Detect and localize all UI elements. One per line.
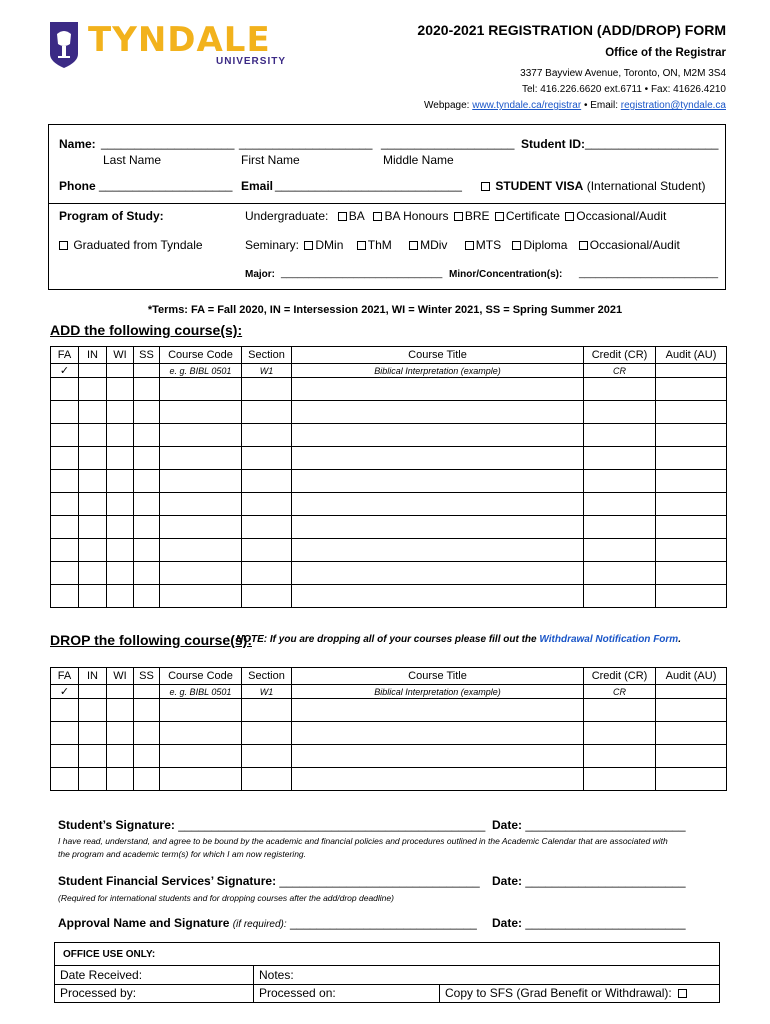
seminary-label: Seminary:	[245, 238, 300, 252]
table-row[interactable]	[51, 447, 727, 470]
last-name-caption: Last Name	[103, 153, 162, 167]
col-course-title: Course Title	[292, 668, 584, 685]
example-title: Biblical Interpretation (example)	[292, 685, 584, 699]
drop-courses-table	[50, 667, 727, 791]
minor-label: Minor/Concentration(s):	[449, 269, 563, 280]
office-use-box	[54, 942, 720, 1003]
email-label: • Email:	[583, 100, 618, 111]
table-row[interactable]	[51, 699, 727, 722]
table-header-row	[51, 347, 727, 364]
email-link[interactable]: registration@tyndale.ca	[620, 100, 726, 111]
visa-option[interactable]	[481, 179, 705, 193]
withdrawal-form-link[interactable]: Withdrawal Notification Form	[539, 634, 679, 645]
table-row[interactable]	[51, 424, 727, 447]
student-signature-row	[58, 818, 485, 832]
checkbox[interactable]	[357, 241, 366, 250]
sfs-signature-field[interactable]: ______________________________	[279, 874, 480, 888]
phone-label: Phone	[59, 179, 96, 193]
processed-on-field[interactable]: Processed on:	[259, 986, 336, 1000]
visa-checkbox[interactable]	[481, 182, 490, 191]
phone-field[interactable]: ____________________	[99, 178, 233, 192]
drop-section-title: DROP the following course(s):	[50, 632, 252, 648]
approval-field[interactable]: ____________________________	[289, 916, 477, 930]
checkbox[interactable]	[495, 212, 504, 221]
col-course-code: Course Code	[160, 347, 242, 364]
student-date-field[interactable]: ________________________	[525, 818, 686, 832]
checkmark-icon: ✓	[51, 364, 79, 378]
divider	[49, 203, 725, 204]
approval-row	[58, 916, 477, 930]
col-section: Section	[242, 347, 292, 364]
option-bre[interactable]: BRE	[454, 209, 490, 223]
address: 3377 Bayview Avenue, Toronto, ON, M2M 3S4	[520, 68, 726, 79]
drop-note: NOTE: If you are dropping all of your courses please fill out the Withdrawal Notification Form.	[236, 634, 681, 645]
major-label: Major:	[245, 269, 275, 280]
form-title: 2020-2021 REGISTRATION (ADD/DROP) FORM	[417, 22, 726, 38]
add-section-title: ADD the following course(s):	[50, 322, 243, 338]
copy-sfs-checkbox[interactable]	[678, 989, 687, 998]
example-code: e. g. BIBL 0501	[160, 364, 242, 378]
first-name-field[interactable]: ____________________	[239, 136, 373, 150]
email-field-label: Email	[241, 179, 274, 193]
table-row[interactable]	[51, 401, 727, 424]
table-row[interactable]	[51, 470, 727, 493]
option-ba-honours[interactable]: BA Honours	[373, 209, 448, 223]
col-credit: Credit (CR)	[584, 347, 656, 364]
middle-name-field[interactable]: ____________________	[381, 136, 515, 150]
table-row[interactable]	[51, 378, 727, 401]
student-agreement-line2: the program and academic term(s) for which I am now registering.	[58, 849, 307, 859]
name-label: Name:	[59, 137, 96, 151]
middle-name-caption: Middle Name	[383, 153, 454, 167]
approval-date-row	[492, 916, 686, 930]
sfs-signature-label: Student Financial Services’ Signature:	[58, 874, 277, 888]
student-signature-label: Student’s Signature:	[58, 818, 175, 832]
col-audit: Audit (AU)	[656, 347, 727, 364]
checkbox[interactable]	[579, 241, 588, 250]
contact-line	[424, 100, 726, 111]
date-label: Date:	[492, 916, 523, 930]
col-section: Section	[242, 668, 292, 685]
table-row[interactable]	[51, 493, 727, 516]
visa-note: (International Student)	[586, 179, 706, 193]
office-name: Office of the Registrar	[605, 47, 726, 59]
col-in: IN	[79, 347, 107, 364]
seminary-row	[245, 238, 680, 252]
undergrad-row	[245, 209, 666, 223]
graduated-checkbox[interactable]	[59, 241, 68, 250]
sfs-date-field[interactable]: ________________________	[525, 874, 686, 888]
tyndale-logo	[48, 20, 288, 70]
first-name-caption: First Name	[241, 153, 300, 167]
table-row[interactable]	[51, 516, 727, 539]
minor-field[interactable]: _________________________	[579, 268, 719, 279]
student-id-label: Student ID:	[521, 137, 585, 151]
checkmark-icon: ✓	[51, 685, 79, 699]
checkbox[interactable]	[409, 241, 418, 250]
approval-label: Approval Name and Signature	[58, 916, 230, 930]
col-wi: WI	[107, 347, 134, 364]
option-occasional-audit[interactable]: Occasional/Audit	[565, 209, 666, 223]
example-section: W1	[242, 685, 292, 699]
copy-sfs-label: Copy to SFS (Grad Benefit or Withdrawal):	[445, 986, 672, 1000]
col-course-code: Course Code	[160, 668, 242, 685]
student-signature-field[interactable]: ______________________________________________	[178, 818, 486, 832]
table-row[interactable]	[51, 722, 727, 745]
col-fa: FA	[51, 347, 79, 364]
visa-label: STUDENT VISA	[495, 179, 584, 193]
example-title: Biblical Interpretation (example)	[292, 364, 584, 378]
option-mts[interactable]: MTS	[465, 238, 501, 252]
last-name-field[interactable]: ____________________	[101, 136, 235, 150]
notes-field[interactable]: Notes:	[259, 968, 294, 982]
table-header-row	[51, 668, 727, 685]
option-ba[interactable]: BA	[338, 209, 364, 223]
table-row[interactable]	[51, 745, 727, 768]
copy-sfs-option[interactable]	[445, 986, 689, 1000]
date-label: Date:	[492, 874, 523, 888]
option-diploma[interactable]: Diploma	[512, 238, 567, 252]
checkbox[interactable]	[373, 212, 382, 221]
option-certificate[interactable]: Certificate	[495, 209, 560, 223]
graduated-option[interactable]	[59, 238, 203, 252]
col-in: IN	[79, 668, 107, 685]
checkbox[interactable]	[304, 241, 313, 250]
col-credit: Credit (CR)	[584, 668, 656, 685]
office-use-title: OFFICE USE ONLY:	[63, 949, 156, 960]
table-row[interactable]	[51, 585, 727, 608]
col-audit: Audit (AU)	[656, 668, 727, 685]
col-ss: SS	[134, 347, 160, 364]
checkbox[interactable]	[565, 212, 574, 221]
email-field[interactable]: ____________________________	[275, 178, 462, 192]
example-credit: CR	[584, 364, 656, 378]
option-mdiv[interactable]: MDiv	[409, 238, 447, 252]
student-info-box	[48, 124, 726, 290]
logo-wordmark: TYNDALE	[88, 20, 271, 60]
webpage-label: Webpage:	[424, 100, 470, 111]
sfs-note: (Required for international students and for dropping courses after the add/drop deadline)	[58, 893, 394, 903]
example-credit: CR	[584, 685, 656, 699]
example-code: e. g. BIBL 0501	[160, 685, 242, 699]
table-row[interactable]	[51, 539, 727, 562]
undergrad-label: Undergraduate:	[245, 209, 329, 223]
option-dmin[interactable]: DMin	[304, 238, 343, 252]
col-fa: FA	[51, 668, 79, 685]
phone-fax: Tel: 416.226.6620 ext.6711 • Fax: 41626.4210	[521, 84, 726, 95]
sfs-date-row	[492, 874, 686, 888]
add-courses-table	[50, 346, 727, 608]
approval-date-field[interactable]: ________________________	[525, 916, 686, 930]
example-row	[51, 685, 727, 699]
option-thm[interactable]: ThM	[357, 238, 392, 252]
webpage-link[interactable]: www.tyndale.ca/registrar	[472, 100, 582, 111]
terms-note: *Terms: FA = Fall 2020, IN = Intersession 2021, WI = Winter 2021, SS = Spring Summer 2021	[147, 304, 623, 316]
table-row[interactable]	[51, 562, 727, 585]
date-received-field[interactable]: Date Received:	[60, 968, 143, 982]
approval-note: (if required):	[232, 919, 287, 930]
checkbox[interactable]	[512, 241, 521, 250]
sfs-signature-row	[58, 874, 480, 888]
col-wi: WI	[107, 668, 134, 685]
example-row	[51, 364, 727, 378]
checkbox[interactable]	[465, 241, 474, 250]
checkbox[interactable]	[338, 212, 347, 221]
program-label: Program of Study:	[59, 209, 164, 223]
student-id-field[interactable]: ____________________	[585, 136, 719, 150]
col-course-title: Course Title	[292, 347, 584, 364]
major-field[interactable]: _____________________________	[281, 268, 443, 279]
student-date-row	[492, 818, 686, 832]
logo-subtitle: UNIVERSITY	[216, 56, 287, 67]
col-ss: SS	[134, 668, 160, 685]
option-seminary-occasional[interactable]: Occasional/Audit	[579, 238, 680, 252]
student-agreement-line1: I have read, understand, and agree to be bound by the academic and financial policies and procedures outlined in the Academic Calendar that are associated with	[58, 836, 668, 846]
checkbox[interactable]	[454, 212, 463, 221]
graduated-label: Graduated from Tyndale	[73, 238, 203, 252]
example-section: W1	[242, 364, 292, 378]
date-label: Date:	[492, 818, 523, 832]
processed-by-field[interactable]: Processed by:	[60, 986, 137, 1000]
table-row[interactable]	[51, 768, 727, 791]
